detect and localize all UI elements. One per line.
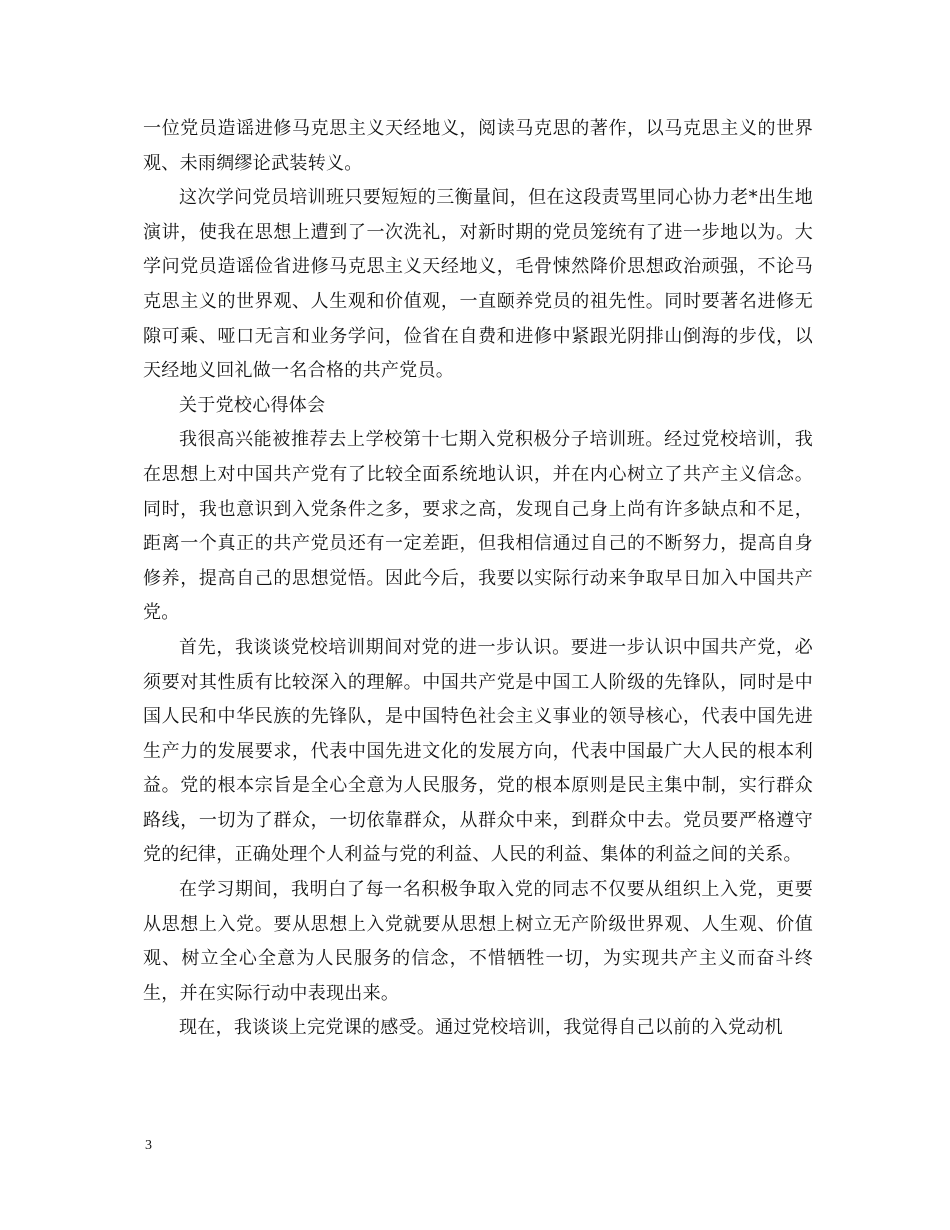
paragraph-1: 一位党员造谣进修马克思主义天经地义，阅读马克思的著作，以马克思主义的世界观、未雨绸缪论武装转义。 bbox=[143, 118, 813, 174]
page-number: 3 bbox=[145, 1138, 152, 1153]
section-heading: 关于党校心得体会 bbox=[179, 394, 326, 416]
paragraph-4: 首先，我谈谈党校培训期间对党的进一步认识。要进一步认识中国共产党，必须要对其性质有比较深入的理解。中国共产党是中国工人阶级的先锋队，同时是中国人民和中华民族的先锋队，是中国特色社会主义事业的领导核心，代表中国先进生产力的发展要求，代表中国先进文化的发展方向，代表中国最广大人民的根本利益。党的根本宗旨是全心全意为人民服务，党的根本原则是民主集中制，实行群众路线，一切为了群众，一切依靠群众，从群众中来，到群众中去。党员要严格遵守党的纪律，正确处理个人利益与党的利益、人民的利益、集体的利益之间的关系。 bbox=[143, 636, 813, 866]
paragraph-5: 在学习期间，我明白了每一名积极争取入党的同志不仅要从组织上入党，更要从思想上入党。要从思想上入党就要从思想上树立无产阶级世界观、人生观、价值观、树立全心全意为人民服务的信念，不惜牺牲一切，为实现共产主义而奋斗终生，并在实际行动中表现出来。 bbox=[143, 879, 813, 1004]
paragraph-2: 这次学问党员培训班只要短短的三衡量间，但在这段责骂里同心协力老*出生地演讲，使我在思想上遭到了一次洗礼，对新时期的党员笼统有了进一步地以为。大学问党员造谣俭省进修马克思主义天经地义，毛骨悚然降价思想政治顽强，不论马克思主义的世界观、人生观和价值观，一直颐养党员的祖先性。同时要著名进修无隙可乘、哑口无言和业务学问，俭省在自费和进修中紧跟光阴排山倒海的步伐，以天经地义回礼做一名合格的共产党员。 bbox=[143, 187, 813, 382]
document-body bbox=[143, 112, 813, 1046]
paragraph-6: 现在，我谈谈上完党课的感受。通过党校培训，我觉得自己以前的入党动机 bbox=[179, 1017, 783, 1039]
paragraph-3: 我很高兴能被推荐去上学校第十七期入党积极分子培训班。经过党校培训，我在思想上对中国共产党有了比较全面系统地认识，并在内心树立了共产主义信念。同时，我也意识到入党条件之多，要求之高，发现自己身上尚有许多缺点和不足，距离一个真正的共产党员还有一定差距，但我相信通过自己的不断努力，提高自身修养，提高自己的思想觉悟。因此今后，我要以实际行动来争取早日加入中国共产党。 bbox=[143, 429, 813, 624]
